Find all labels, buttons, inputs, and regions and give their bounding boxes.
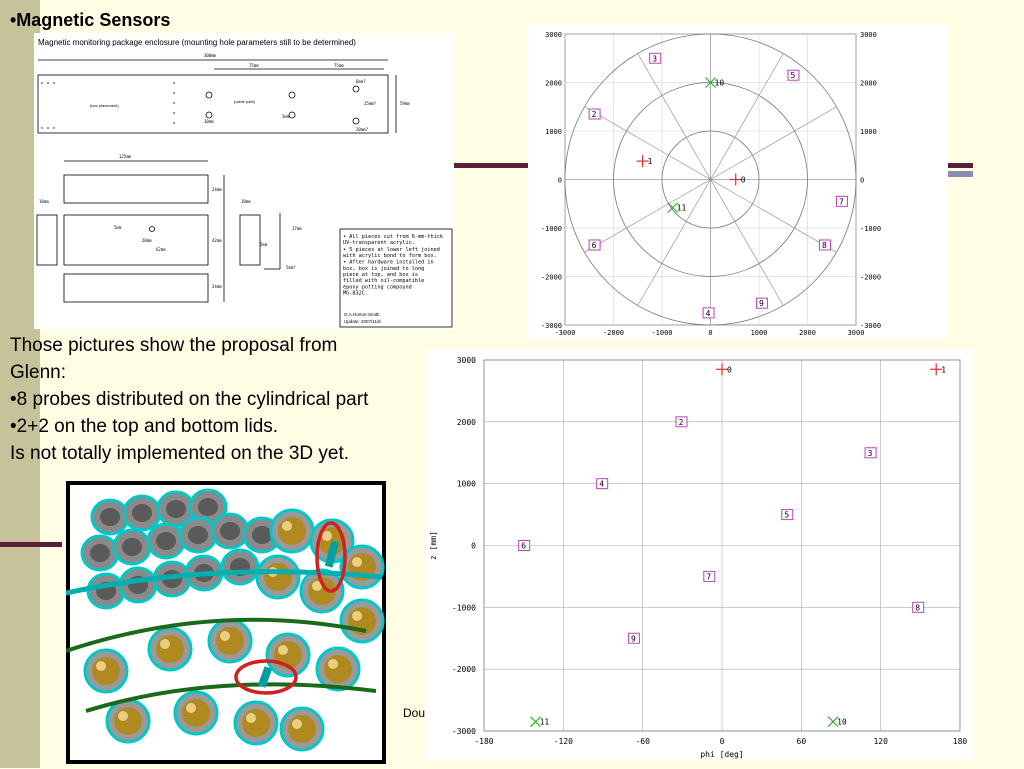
pmt-highlight (246, 713, 256, 723)
point-label: 7 (839, 197, 844, 207)
pmt-highlight (220, 631, 230, 641)
pmt-highlight (186, 703, 196, 713)
polar-tick-label: 1000 (750, 329, 768, 337)
accent-bar (945, 171, 973, 177)
drawing-title: Magnetic monitoring package enclosure (mounting hole parameters still to be determined) (38, 38, 356, 47)
pmt-sphere (182, 699, 210, 727)
point-label: 11 (539, 717, 550, 727)
x-tick-label: -60 (635, 737, 650, 746)
point-label: 8 (822, 240, 827, 250)
y-tick-label: -1000 (451, 603, 476, 613)
dimension-label: 10mm (39, 199, 49, 204)
pmt-highlight (352, 557, 362, 567)
pipe-opening (166, 500, 186, 518)
pmt-highlight (96, 661, 106, 671)
polar-spoke (711, 180, 784, 309)
pipe-opening (100, 508, 120, 526)
polar-spoke (584, 107, 710, 180)
point-label: 2 (591, 110, 597, 120)
pipe-opening (90, 544, 110, 562)
point-label: 4 (599, 479, 605, 489)
polar-tick-label: 0 (557, 176, 562, 185)
dimension-label: 5mm (282, 114, 290, 119)
pipe-opening (132, 504, 152, 522)
point-label: 9 (630, 634, 636, 644)
author-label: G.A.Horton-Smith (344, 312, 380, 317)
note-line: UV-transparent acrylic. (343, 240, 415, 247)
body-text (10, 332, 430, 467)
polar-tick-label: -3000 (860, 322, 882, 330)
y-tick-label: -3000 (451, 727, 476, 736)
dimension-label: 10mm (241, 199, 251, 204)
note-line: epoxy potting compound (343, 284, 412, 291)
note-line: MG-832C. (343, 290, 368, 297)
y-tick-label: 1000 (456, 479, 476, 489)
pmt-sphere (156, 635, 184, 663)
pmt-highlight (118, 711, 128, 721)
polar-plot-svg (528, 24, 948, 339)
body-line: Glenn: (10, 362, 66, 383)
point-label: 3 (867, 448, 873, 458)
note-line: piece at top, and box is (343, 272, 418, 278)
body-line: Is not totally implemented on the 3D yet. (10, 443, 350, 464)
y-tick-label: 3000 (456, 356, 476, 365)
render-svg (66, 481, 386, 764)
dimension-label: 20mm? (356, 127, 369, 132)
point-label: 0 (740, 175, 746, 185)
note-line: • 5 pieces at lower left joined (343, 246, 440, 253)
dimension-label: 300mm (204, 53, 217, 58)
y-tick-label: 0 (471, 541, 476, 551)
polar-tick-label: 1000 (545, 128, 562, 136)
note-line: • After hardware installed in (343, 259, 434, 266)
note-line: with acrylic bond to form box. (343, 253, 437, 259)
polar-spoke (584, 180, 710, 253)
point-label: 9 (759, 299, 764, 309)
pmt-highlight (352, 611, 362, 621)
enclosure-drawing (34, 33, 454, 329)
point-label: 5 (790, 71, 796, 81)
x-tick-label: -120 (553, 737, 573, 746)
point-label: 0 (727, 365, 732, 375)
polar-tick-label: 0 (860, 176, 865, 185)
pipe-opening (122, 538, 142, 556)
pipe-opening (156, 532, 176, 550)
point-label: 7 (706, 572, 712, 582)
update-label: Update: 2007/11/6 (344, 319, 381, 324)
pmt-sphere (324, 655, 352, 683)
y-tick-label: 2000 (456, 417, 476, 427)
pmt-sphere (288, 715, 316, 743)
body-line: •8 probes distributed on the cylindrical part (10, 389, 369, 410)
dimension-label: 75mm (249, 63, 259, 68)
polar-tick-label: 2000 (545, 79, 562, 88)
polar-plot-panel (528, 24, 948, 339)
dimension-label: 10mm (204, 119, 214, 124)
point-label: 4 (705, 308, 711, 318)
dimension-label: 24mm (212, 284, 222, 289)
note-line: filled with oil-compatible (343, 278, 425, 285)
detector-3d-render (66, 481, 386, 764)
phi-z-chart-svg (426, 348, 973, 760)
polar-tick-label: 1000 (860, 128, 877, 136)
dimension-label: 75mm (334, 63, 344, 68)
body-line: •2+2 on the top and bottom lids. (10, 416, 279, 437)
dimension-label: 17mm (292, 226, 302, 231)
dimension-label: 20mm (142, 238, 152, 243)
pmt-highlight (322, 531, 332, 541)
y-axis-label: z [mm] (429, 531, 438, 560)
polar-tick-label: 3000 (545, 31, 562, 39)
point-label: 2 (678, 417, 684, 427)
pipe-opening (252, 526, 272, 544)
x-tick-label: 60 (796, 737, 807, 746)
polar-tick-label: -1000 (860, 225, 882, 233)
polar-tick-label: 0 (708, 329, 713, 337)
pmt-highlight (160, 639, 170, 649)
polar-spoke (711, 53, 784, 179)
drawing-svg (34, 33, 454, 329)
polar-spoke (711, 180, 837, 253)
polar-tick-label: 3000 (860, 31, 877, 39)
divider-line-left (0, 542, 62, 547)
dimension-label: 5mm (260, 242, 268, 247)
note-line: box, box is joined to long (343, 265, 425, 272)
pmt-sphere (278, 517, 306, 545)
pmt-highlight (292, 719, 302, 729)
dimension-label: 59mm (400, 101, 410, 106)
pmt-sphere (242, 709, 270, 737)
point-label: 10 (714, 78, 725, 88)
divider-line-top (450, 163, 535, 168)
polar-spoke (711, 107, 837, 180)
x-tick-label: 0 (719, 737, 725, 746)
polar-tick-label: -3000 (554, 329, 576, 337)
note-line: • All pieces cut from 6-mm-thick (343, 234, 443, 240)
pmt-highlight (282, 521, 292, 531)
x-tick-label: -180 (474, 737, 494, 746)
polar-tick-label: 2000 (799, 329, 816, 337)
pmt-sphere (92, 657, 120, 685)
dimension-label: 42mm (212, 238, 222, 243)
polar-tick-label: -2000 (602, 329, 625, 337)
body-line: Those pictures show the proposal from (10, 335, 338, 356)
polar-spoke (638, 180, 711, 306)
y-tick-label: -2000 (451, 665, 476, 675)
pmt-highlight (278, 645, 288, 655)
dimension-label: 5mm? (286, 265, 296, 270)
point-label: 8 (915, 603, 921, 613)
footer-text: Dou (403, 706, 426, 720)
polar-tick-label: -3000 (540, 322, 562, 330)
dimension-label: 24mm (212, 187, 222, 192)
dimension-label: 62mm (156, 247, 166, 252)
pmt-highlight (328, 659, 338, 669)
point-label: 3 (652, 54, 658, 64)
polar-tick-label: -2000 (540, 273, 562, 282)
polar-tick-label: -2000 (860, 273, 882, 282)
slide-title: •Magnetic Sensors (10, 10, 171, 30)
dimension-label: 125mm (119, 154, 132, 159)
dimension-label: 5mm (114, 225, 122, 230)
pipe-opening (198, 498, 218, 516)
point-label: 1 (941, 365, 947, 375)
cable-path-label: (cable path) (234, 99, 256, 104)
phi-z-chart-panel (426, 348, 973, 760)
point-label: 6 (521, 541, 527, 551)
box-placement-label: (box placement) (90, 103, 119, 108)
polar-tick-label: 2000 (860, 79, 877, 88)
point-label: 10 (837, 717, 847, 727)
pipe-opening (188, 526, 208, 544)
point-label: 11 (676, 203, 687, 213)
point-label: 1 (647, 157, 653, 167)
x-axis-label: phi [deg] (700, 750, 744, 759)
pipe-opening (220, 522, 240, 540)
polar-tick-label: -1000 (540, 225, 562, 233)
pmt-sphere (264, 563, 292, 591)
x-tick-label: 120 (873, 737, 888, 746)
x-tick-label: 180 (952, 737, 968, 746)
polar-tick-label: -1000 (651, 329, 673, 337)
point-label: 6 (591, 240, 597, 250)
dimension-label: 25mm? (364, 101, 377, 106)
polar-tick-label: 3000 (847, 329, 865, 337)
point-label: 5 (784, 510, 790, 520)
divider-line-right (945, 163, 973, 168)
pmt-sphere (114, 707, 142, 735)
dimension-label: 6mm? (356, 79, 366, 84)
pmt-sphere (216, 627, 244, 655)
